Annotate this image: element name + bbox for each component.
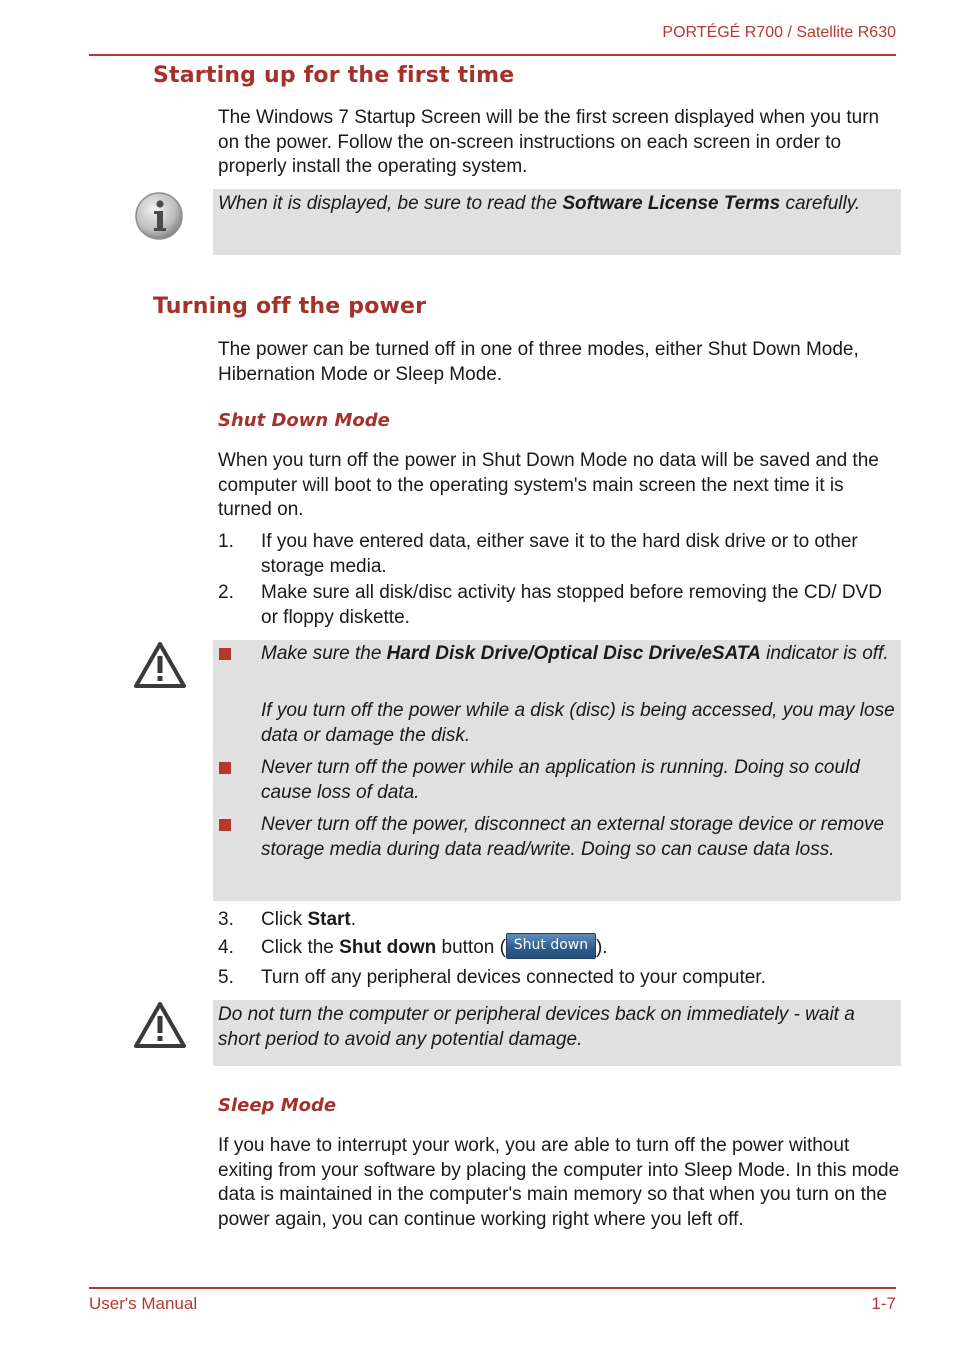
caution-bullet-1-detail: If you turn off the power while a disk (disc) is being accessed, you may lose data or damage the disk. xyxy=(261,700,895,746)
section-title-startup: Starting up for the first time xyxy=(153,63,515,88)
caution-bullet-2: Never turn off the power while an application is running. Doing so could cause loss of data. xyxy=(261,757,860,803)
footer-manual-title: User's Manual xyxy=(89,1294,198,1313)
bullet-marker xyxy=(219,648,231,660)
warning-triangle-icon xyxy=(133,641,187,694)
subsection-title-shutdown: Shut Down Mode xyxy=(218,410,390,431)
shut-down-button-image: Shut down xyxy=(506,933,596,959)
header-rule xyxy=(89,54,896,56)
caution-box-restart xyxy=(213,1000,901,1066)
page-number: 1-7 xyxy=(871,1294,896,1313)
note-bold-term: Software License Terms xyxy=(562,193,781,214)
section-title-power-off: Turning off the power xyxy=(153,294,427,319)
power-off-paragraph: The power can be turned off in one of three modes, either Shut Down Mode, Hibernation Mode or Sleep Mode. xyxy=(218,339,859,385)
running-header: PORTÉGÉ R700 / Satellite R630 xyxy=(662,24,896,41)
caution-bullet-1: Make sure the Hard Disk Drive/Optical Disc Drive/eSATA indicator is off. xyxy=(261,643,889,664)
startup-paragraph: The Windows 7 Startup Screen will be the first screen displayed when you turn on the power. Follow the on-screen instructions on each screen in order to properly install the operating system. xyxy=(218,107,880,177)
caution-box-disk xyxy=(213,640,901,901)
info-icon xyxy=(133,191,185,246)
caution-text: Do not turn the computer or peripheral devices back on immediately - wait a short period to avoid any potential damage. xyxy=(218,1004,855,1050)
warning-triangle-icon xyxy=(133,1001,187,1054)
sleep-paragraph: If you have to interrupt your work, you are able to turn off the power without exiting from your software by placing the computer into Sleep Mode. In this mode data is maintained in the computer's main memory so that when you turn on the power again, you can continue working right where you left off. xyxy=(218,1135,900,1230)
note-text: When it is displayed, be sure to read the Software License Terms carefully. xyxy=(218,193,861,214)
note-box-license xyxy=(213,189,901,255)
bullet-marker xyxy=(219,819,231,831)
footer-rule xyxy=(89,1287,896,1289)
caution-bullet-3: Never turn off the power, disconnect an external storage device or remove storage media during data read/write. Doing so can cause data loss. xyxy=(261,814,885,860)
shutdown-paragraph: When you turn off the power in Shut Down Mode no data will be saved and the computer will boot to the operating system's main screen the next time it is turned on. xyxy=(218,450,879,520)
subsection-title-sleep: Sleep Mode xyxy=(218,1095,337,1116)
bullet-marker xyxy=(219,762,231,774)
